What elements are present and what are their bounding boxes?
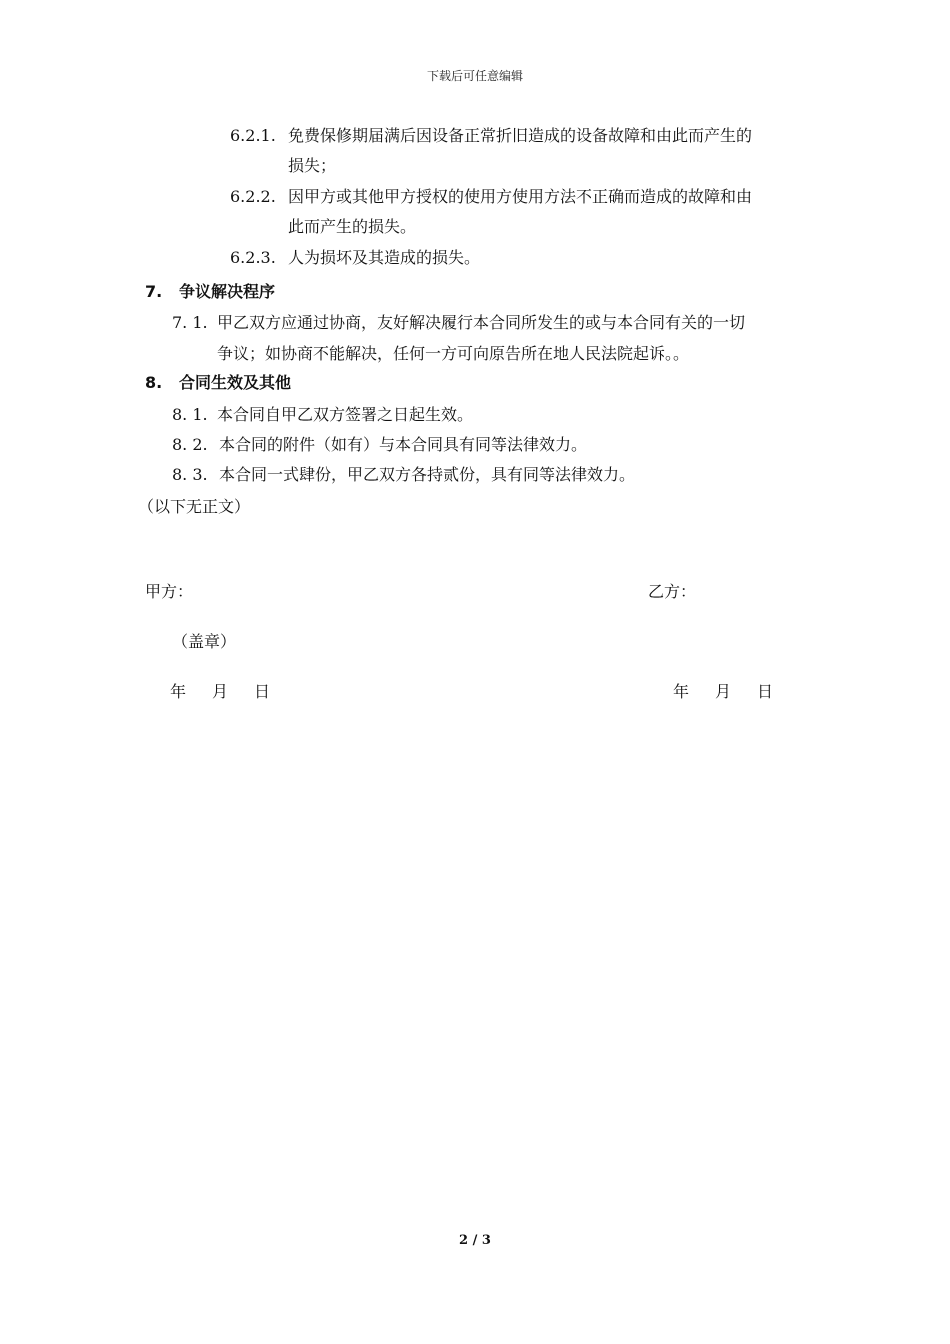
party-b-day: 日 <box>757 682 774 701</box>
clause-8-1 <box>172 405 473 425</box>
clause-number: 8. 1. <box>172 405 208 424</box>
section-title: 争议解决程序 <box>179 282 276 301</box>
party-b-year: 年 <box>673 682 690 701</box>
section-7-heading <box>145 282 275 302</box>
section-title: 合同生效及其他 <box>179 373 292 392</box>
clause-number: 8. 2. <box>172 435 208 454</box>
party-a-year: 年 <box>170 682 187 701</box>
seal-label: （盖章） <box>172 632 237 651</box>
party-b-label: 乙方： <box>648 582 697 601</box>
clause-7-1-cont: 争议；如协商不能解决，任何一方可向原告所在地人民法院起诉。。 <box>217 344 690 363</box>
clause-8-3 <box>172 465 635 485</box>
clause-text: 本合同自甲乙双方签署之日起生效。 <box>217 405 474 424</box>
section-number: 8. <box>145 373 163 392</box>
clause-text: 人为损坏及其造成的损失。 <box>288 248 481 267</box>
clause-6-2-1 <box>230 126 752 146</box>
page-header: 下载后可任意编辑 <box>426 69 523 83</box>
clause-text: 因甲方或其他甲方授权的使用方使用方法不正确而造成的故障和由 <box>288 187 753 206</box>
clause-number: 8. 3. <box>172 465 208 484</box>
clause-6-2-2-cont: 此而产生的损失。 <box>288 217 417 236</box>
clause-number: 7. 1. <box>172 313 208 332</box>
section-number: 7. <box>145 282 163 301</box>
clause-text: 甲乙双方应通过协商，友好解决履行本合同所发生的或与本合同有关的一切 <box>217 313 746 332</box>
section-8-heading <box>145 373 291 393</box>
clause-7-1 <box>172 313 745 333</box>
clause-6-2-3 <box>230 248 480 268</box>
party-a-day: 日 <box>254 682 271 701</box>
clause-6-2-1-cont: 损失； <box>288 156 337 175</box>
clause-text: 本合同的附件（如有）与本合同具有同等法律效力。 <box>219 435 588 454</box>
clause-8-2 <box>172 435 587 455</box>
clause-number: 6.2.2. <box>230 187 276 206</box>
party-a-label: 甲方： <box>145 582 194 601</box>
clause-number: 6.2.1. <box>230 126 276 145</box>
clause-6-2-2 <box>230 187 752 207</box>
party-a-month: 月 <box>212 682 229 701</box>
end-note: （以下无正文） <box>138 497 251 516</box>
clause-number: 6.2.3. <box>230 248 276 267</box>
clause-text: 免费保修期届满后因设备正常折旧造成的设备故障和由此而产生的 <box>288 126 753 145</box>
page-number: 2 / 3 <box>459 1233 491 1248</box>
party-b-month: 月 <box>715 682 732 701</box>
clause-text: 本合同一式肆份，甲乙双方各持贰份，具有同等法律效力。 <box>219 465 636 484</box>
